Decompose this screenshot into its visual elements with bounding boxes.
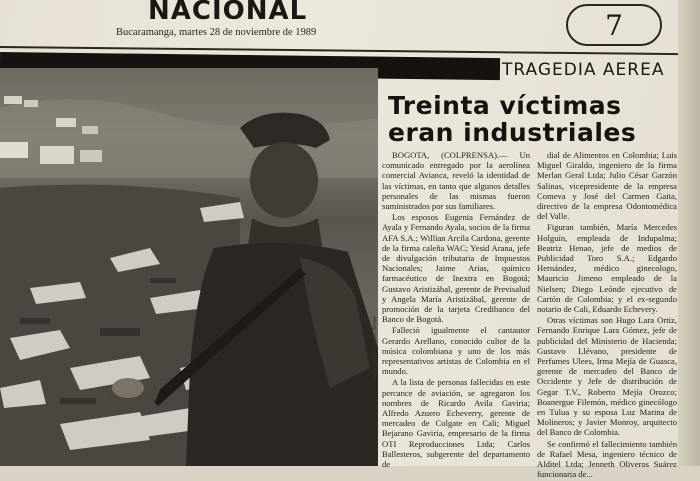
section-kicker: TRAGEDIA AEREA xyxy=(502,60,665,80)
article-column-2 xyxy=(537,150,677,481)
crash-site-photo xyxy=(0,68,378,466)
headline-line-1: Treinta víctimas xyxy=(388,91,622,120)
article-column-1 xyxy=(382,150,530,470)
photo-credit: Colprensa/Gustavo Torres xyxy=(372,316,378,380)
dateline: Bucaramanga, martes 28 de noviembre de 1989 xyxy=(116,27,317,38)
page-edge xyxy=(678,0,700,466)
page-number: 7 xyxy=(566,4,662,46)
paragraph: Se confirmó el fallecimiento también de Rafael Mesa, ingeniero técnico de Alditel Ltda; Jenneth Oliveros Suárez funcionaria de... xyxy=(537,438,677,480)
paragraph: A la lista de personas fallecidas en este percance de aviación, se agregaron los nombres de Ricardo Avila Gaviria; Alfredo Azuero Echeverry, gerente de mercadeo de Colgate en Cali; Miguel Bejarano Gaviria, empresario de la firma OTI Reproducciones Ltda; Carlos Ballesteros, subgerente del departamento de xyxy=(382,377,530,470)
headline-line-2: eran industriales xyxy=(388,118,637,147)
photo-illustration xyxy=(0,68,378,466)
paragraph: Otras víctimas son Hugo Lara Ortiz, Fernando Enrique Lara Gómez, jefe de publicidad del Ministerio de Hacienda; Gustavo Llévano, presidente de Perfumes Ulees, Irma Mejía de Guasca, gerente de mercadeo del Banco de Occidente y Jefe de distribución de Gegar T.V., Roberto Mejía Orozco; Boanergue Filemón, médico ginecólogo en Tulua y su esposa Luz Marina de Molineros; y Javier Monroy, arquitecto del Banco de Colombia. xyxy=(537,315,677,438)
paragraph: Los esposos Eugenia Fernández de Ayala y Fernando Ayala, socios de la firma AFA S.A.; Willian Arcila Cardona, gerente de la firma caleña WAC; Yesid Arana, jefe de divulgación tributaria de Impuestos Nacionales; Jaime Arias, químico farmacéutico de Inextra en Bogotá; Gustavo Aristizábal, gerente de Previsalud y Angela María Aristizábal, gerente de promoción de la tarjeta Credibanco del Banco de Bogotá. xyxy=(382,212,530,325)
article-headline xyxy=(388,92,688,146)
paragraph: Figuran también, María Mercedes Holguín, empleada de Indupalma; Beatriz Henao, jefe de medios de Publicidad Toro S.A.; Edgardo Hernández, médico ginecologo, Mauricio Jimeno empleado de la Nielsen; Diego Leónde ejecutivo de Cartón de Colombia; y el ex-segundo notario de Cali, Eduardo Echevery. xyxy=(537,222,677,315)
paragraph: dial de Alimentos en Colombia; Luis Miguel Giraldo, ingeniero de la firma Merlan Geral Ltda; Julio César Garzón Salinas, vicepresidente de la empresa Comeva y José del Carmen Gaita, directivo de la empresa Odontomédica del Valle. xyxy=(537,150,677,222)
section-title: NACIONAL xyxy=(148,0,308,26)
paragraph: BOGOTA, (COLPRENSA).— Un comunicado entregado por la aerolínea comercial Avianca, reveló la identidad de las víctimas, en tanto que algunos detalles personales de las mismas fueron suministrados por sus familiares. xyxy=(382,150,530,212)
paragraph: Falleció igualmente el cantautor Gerardo Arellano, conocido cultor de la música colombiana y uno de los más representativos artistas de Colombia en el mundo. xyxy=(382,325,530,377)
